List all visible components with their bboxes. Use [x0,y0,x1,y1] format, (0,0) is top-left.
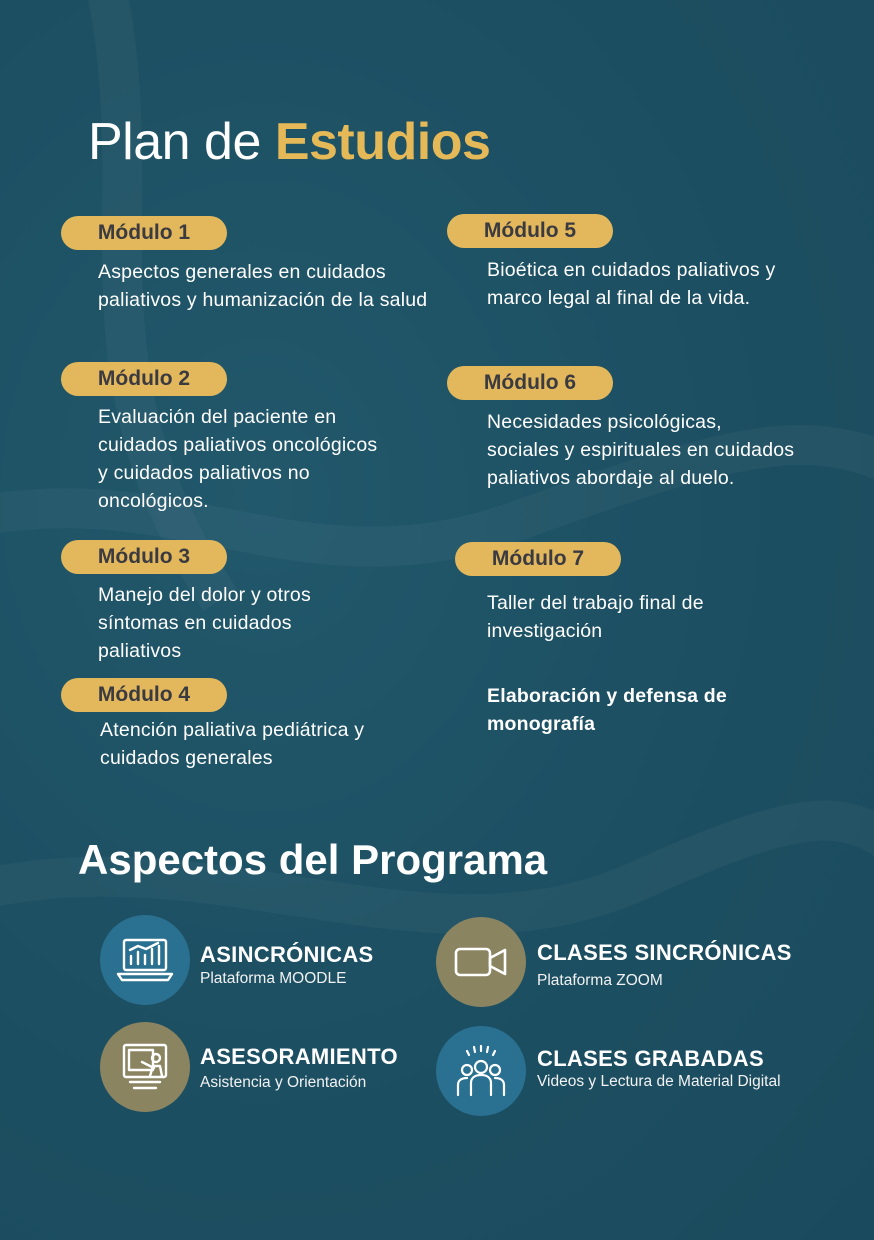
module-1-badge: Módulo 1 [61,216,227,250]
aspect-4-subtitle: Videos y Lectura de Material Digital [537,1073,781,1090]
aspect-2-subtitle: Plataforma ZOOM [537,972,663,989]
module-6-badge: Módulo 6 [447,366,613,400]
title-accent: Estudios [274,113,491,171]
module-7-badge: Módulo 7 [455,542,621,576]
aspect-3-title: ASESORAMIENTO [200,1044,398,1069]
laptop-chart-icon [100,915,190,1005]
module-3-badge: Módulo 3 [61,540,227,574]
module-3-text: Manejo del dolor y otros síntomas en cuidados paliativos [98,584,311,662]
module-6-text: Necesidades psicológicas, sociales y espirituales en cuidados paliativos abordaje al duelo. [487,411,795,489]
module-4-badge: Módulo 4 [61,678,227,712]
module-2-text: Evaluación del paciente en cuidados paliativos oncológicos y cuidados paliativos no oncológicos. [98,406,378,512]
aspect-3-subtitle: Asistencia y Orientación [200,1074,367,1091]
module-7-text: Taller del trabajo final de investigación [487,592,704,642]
video-camera-icon [436,917,526,1007]
aspects-title: Aspectos del Programa [78,836,548,883]
aspect-1-title: ASINCRÓNICAS [200,942,374,967]
module-2-badge: Módulo 2 [61,362,227,396]
title-prefix: Plan de [88,113,261,171]
module-5-text: Bioética en cuidados paliativos y marco legal al final de la vida. [487,259,776,309]
final-item-text: Elaboración y defensa de monografía [487,685,727,735]
module-5-badge: Módulo 5 [447,214,613,248]
group-people-icon [436,1026,526,1116]
module-4-text: Atención paliativa pediátrica y cuidados generales [100,719,365,769]
aspect-2-title: CLASES SINCRÓNICAS [537,940,792,965]
aspect-4-title: CLASES GRABADAS [537,1046,764,1071]
teacher-screen-icon [100,1022,190,1112]
page-title [88,112,490,172]
aspect-1-subtitle: Plataforma MOODLE [200,970,347,987]
module-1-text: Aspectos generales en cuidados paliativos y humanización de la salud [98,261,428,311]
